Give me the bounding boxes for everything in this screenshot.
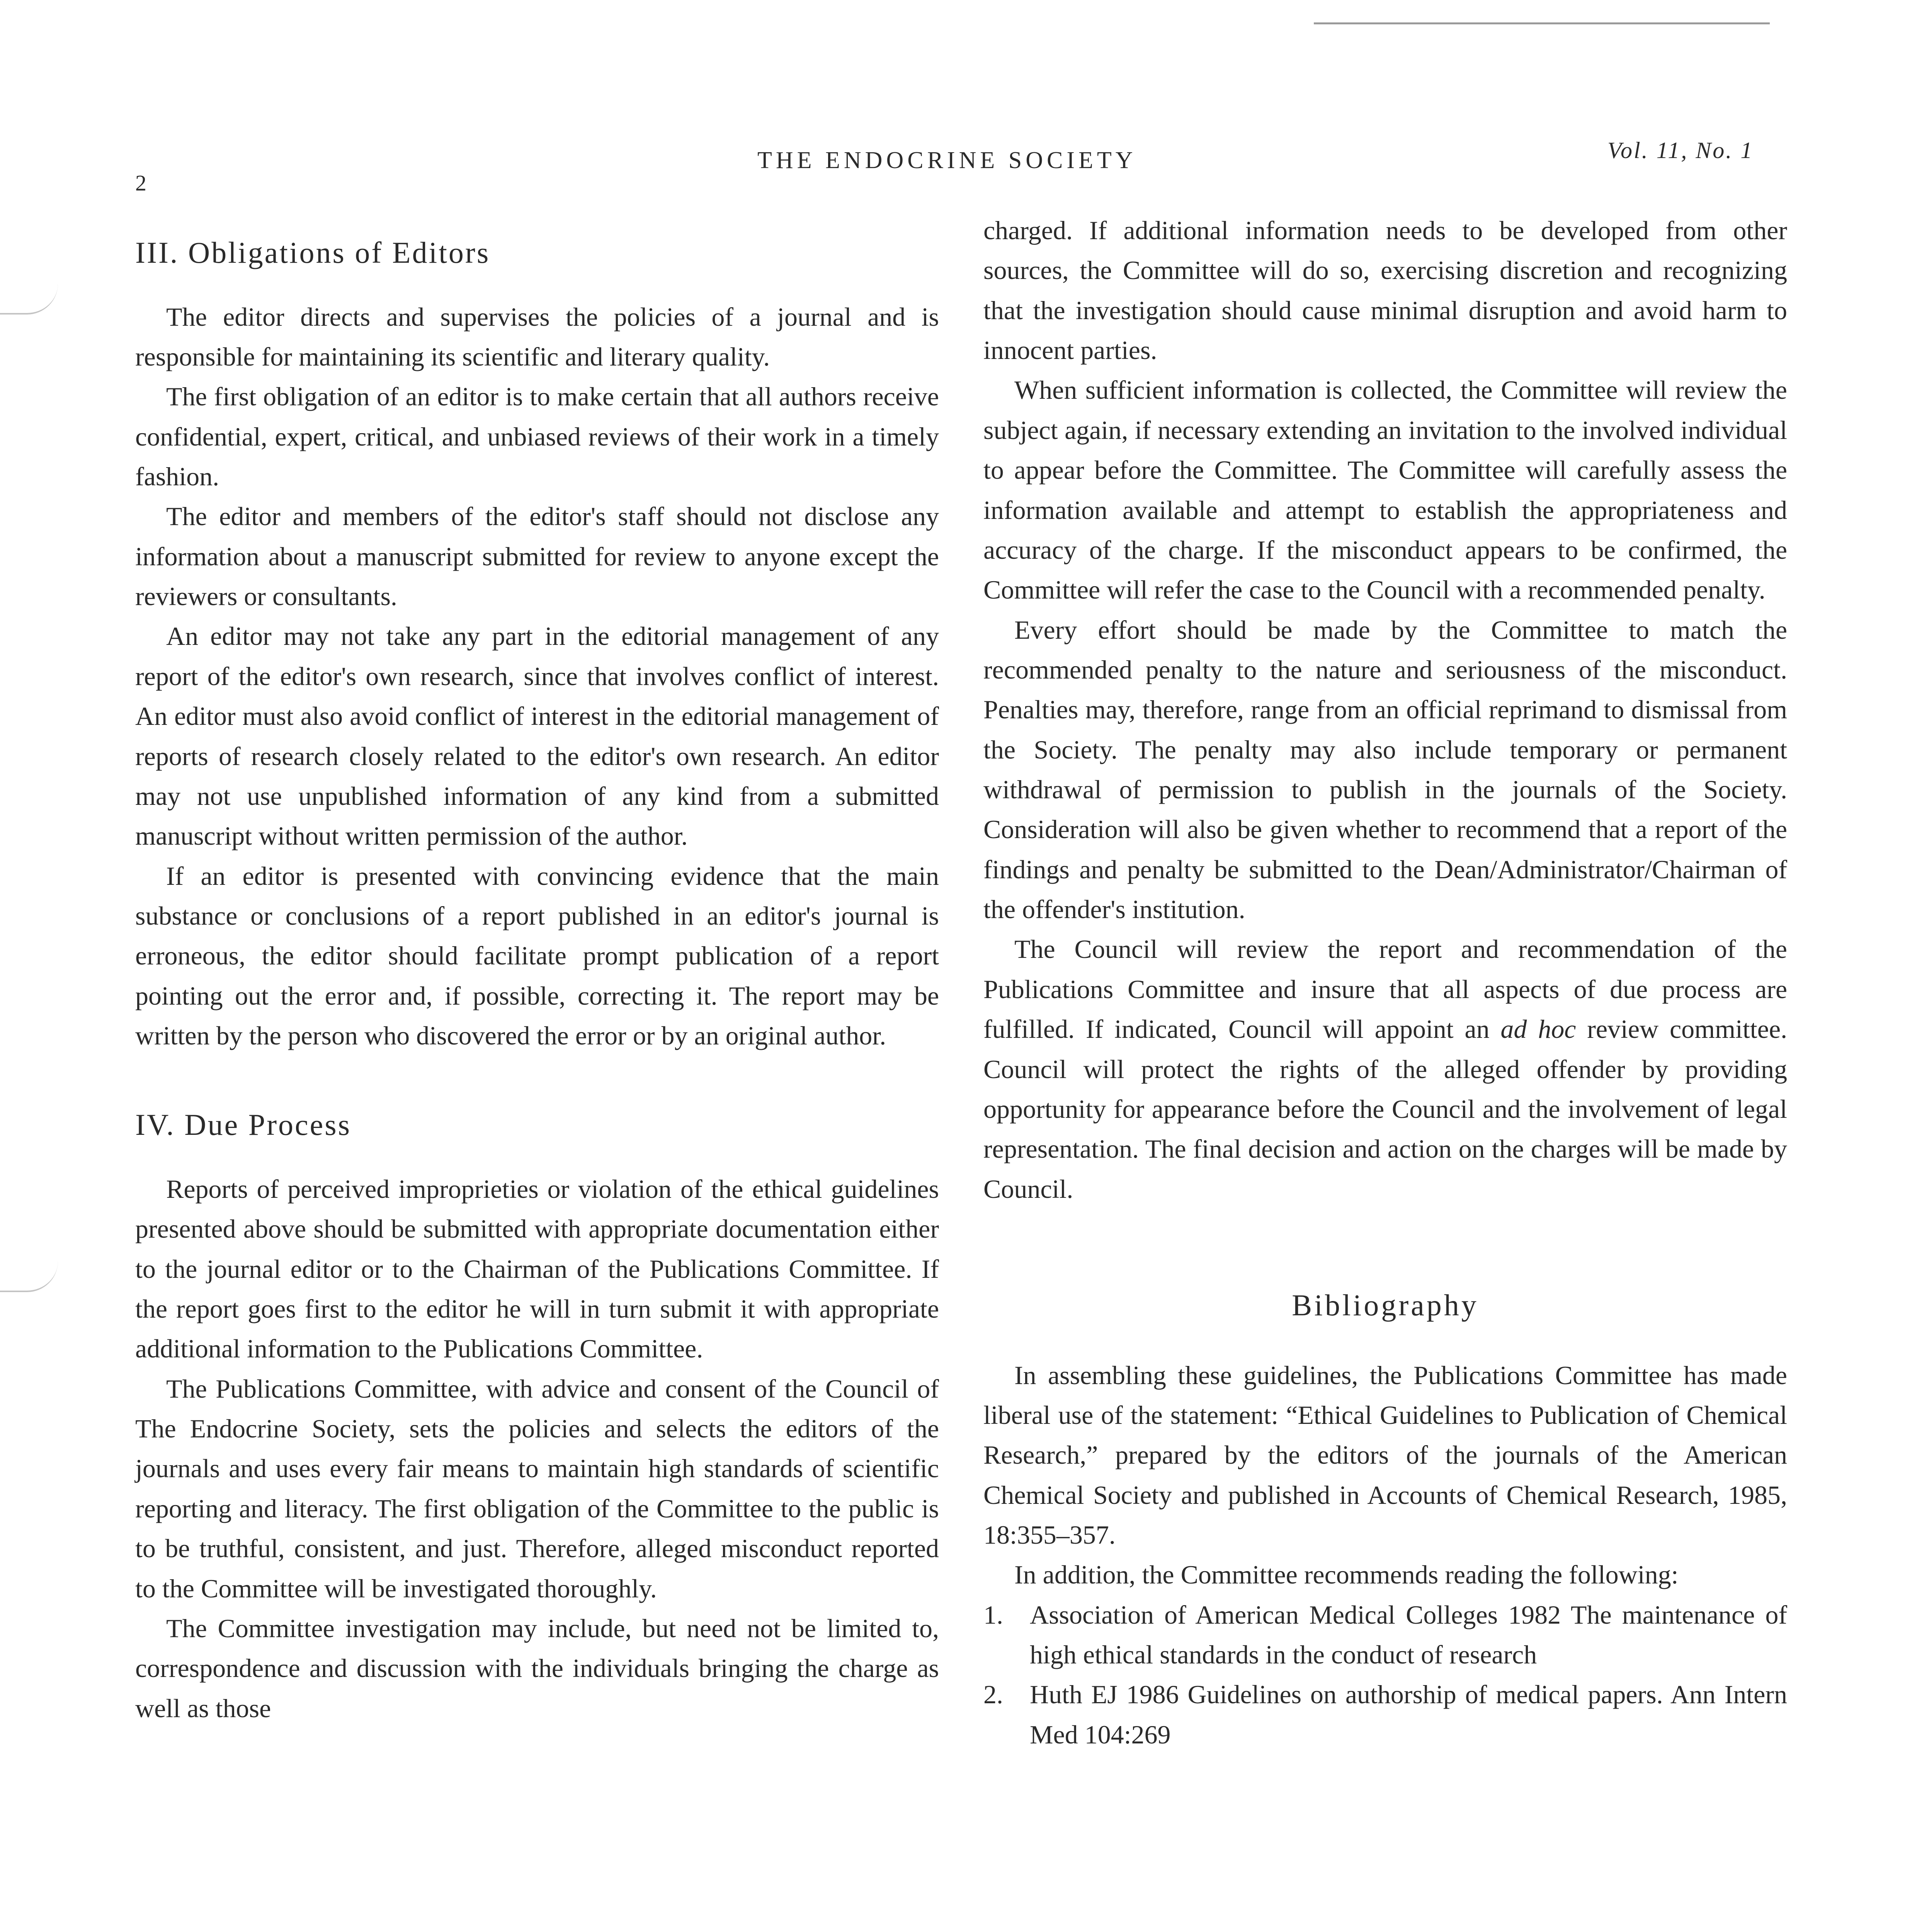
volume-issue: Vol. 11, No. 1 — [1607, 138, 1754, 163]
paragraph: Every effort should be made by the Committee to match the recommended penalty to the nature and seriousness of the misconduct. Penalties may, therefore, range from an official reprimand to dismissal from the Society. The penalty may also include temporary or permanent withdrawal of permission to publish in the journals of the Society. Consideration will also be given whether to recommend that a report of the findings and penalty be submitted to the Dean/Administrator/Chairman of the offender's institution. — [983, 615, 1787, 924]
page-number: 2 — [135, 170, 147, 196]
bibliography-intro: In assembling these guidelines, the Publications Committee has made liberal use of the statement: “Ethical Guidelines to Publication of Chemical Research,” prepared by the editors of the journals of the American Chemical Society and published in Accounts of Chemical Research, 1985, 18:355–357. — [983, 1360, 1787, 1549]
paragraph-continuation: charged. If additional information needs to be developed from other sources, the Committee will do so, exercising discretion and recognizing that the investigation should cause minimal disruption and avoid harm to innocent parties. — [983, 216, 1787, 365]
reference-number: 1. — [983, 1600, 1003, 1629]
reference-list — [983, 1595, 1787, 1755]
paragraph: Reports of perceived improprieties or violation of the ethical guidelines presented above should be submitted with appropriate documentation either to the journal editor or to the Chairman of the Publications Committee. If the report goes first to the editor he will in turn submit it with appropriate additional information to the Publications Committee. — [135, 1174, 939, 1364]
paragraph: The editor and members of the editor's staff should not disclose any information about a manuscript submitted for review to anyone except the reviewers or consultants. — [135, 502, 939, 611]
reference-text: Huth EJ 1986 Guidelines on authorship of medical papers. Ann Intern Med 104:269 — [1030, 1680, 1787, 1749]
reference-item — [983, 1675, 1787, 1755]
reference-item — [983, 1595, 1787, 1675]
paragraph: If an editor is presented with convincing evidence that the main substance or conclusions of a report published in an editor's journal is erroneous, the editor should facilitate prompt publication of a report pointing out the error and, if possible, correcting it. The report may be written by the person who discovered the error or by an original author. — [135, 861, 939, 1051]
right-column — [983, 211, 1787, 1755]
paragraph-council — [983, 929, 1787, 1209]
italic-term: ad hoc — [1500, 1014, 1576, 1044]
section-heading-obligations: III. Obligations of Editors — [135, 236, 490, 269]
left-column — [135, 230, 939, 1728]
section-heading-due-process: IV. Due Process — [135, 1108, 352, 1142]
reference-number: 2. — [983, 1680, 1003, 1709]
paragraph: The Committee investigation may include, but need not be limited to, correspondence and discussion with the individuals bringing the charge as well as those — [135, 1613, 939, 1723]
paragraph: The first obligation of an editor is to make certain that all authors receive confidential, expert, critical, and unbiased reviews of their work in a timely fashion. — [135, 382, 939, 491]
text-run: The Council will review the report and recommendation of the Publications Committee and insure that all aspects of due process are fulfilled. If indicated, Council will appoint an — [983, 934, 1787, 1044]
reference-text: Association of American Medical Colleges 1982 The maintenance of high ethical standards in the conduct of research — [1030, 1600, 1787, 1670]
paragraph: When sufficient information is collected, the Committee will review the subject again, if necessary extending an invitation to the involved individual to appear before the Committee. The Committee will carefully assess the information available and attempt to establish the appropriateness and accuracy of the charge. If the misconduct appears to be confirmed, the Committee will refer the case to the Council with a recommended penalty. — [983, 375, 1787, 605]
bibliography-heading: Bibliography — [1292, 1288, 1479, 1322]
punch-hole-mark — [0, 270, 58, 315]
paragraph: The editor directs and supervises the policies of a journal and is responsible for maintaining its scientific and literary quality. — [135, 302, 939, 371]
punch-hole-mark — [0, 1248, 58, 1292]
scan-artifact-top — [1314, 22, 1770, 24]
running-head: THE ENDOCRINE SOCIETY — [757, 147, 1137, 173]
bibliography-addition: In addition, the Committee recommends reading the following: — [1014, 1560, 1679, 1590]
paragraph: The Publications Committee, with advice and consent of the Council of The Endocrine Society, sets the policies and selects the editors of the journals and uses every fair means to maintain high standards of scientific reporting and literacy. The first obligation of the Committee to the public is to be truthful, consistent, and just. Therefore, alleged misconduct reported to the Committee will be investigated thoroughly. — [135, 1374, 939, 1603]
text-run: review committee. Council will protect the rights of the alleged offender by providing opportunity for appearance before the Council and the involvement of legal representation. The final decision and action on the charges will be made by Council. — [983, 1014, 1788, 1204]
paragraph: An editor may not take any part in the editorial management of any report of the editor's own research, since that involves conflict of interest. An editor must also avoid conflict of interest in the editorial management of reports of research closely related to the editor's own research. An editor may not use unpublished information of any kind from a submitted manuscript without written permission of the author. — [135, 621, 939, 851]
